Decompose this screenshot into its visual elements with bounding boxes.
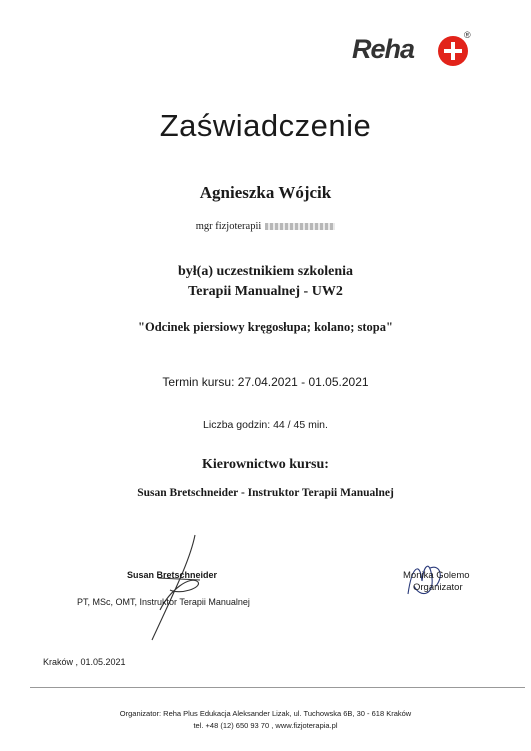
footer-line-1: Organizator: Reha Plus Edukacja Aleksander Lizak, ul. Tuchowska 6B, 30 - 618 Kraków: [119, 709, 412, 718]
degree-text: mgr fizjoterapii: [195, 221, 262, 232]
signature-2-role: Organizator: [413, 582, 463, 593]
registered-mark: ®: [464, 30, 471, 40]
plus-cross-icon: [438, 36, 468, 66]
participation-line-1: był(a) uczestnikiem szkolenia: [178, 264, 353, 279]
footer-divider: [30, 687, 525, 688]
logo-text: Reha: [352, 34, 415, 64]
place-date: Kraków , 01.05.2021: [43, 657, 126, 667]
management-person: Susan Bretschneider - Instruktor Terapii Manualnej: [137, 487, 394, 499]
reha-logo: [352, 30, 472, 74]
footer: [0, 708, 531, 732]
participant-degree: [0, 221, 531, 232]
signature-1-scribble: [140, 530, 220, 650]
participant-name: Agnieszka Wójcik: [199, 183, 332, 202]
course-term: Termin kursu: 27.04.2021 - 01.05.2021: [162, 375, 369, 389]
certificate-title: Zaświadczenie: [159, 108, 372, 143]
course-name: Terapii Manualnej - UW2: [188, 284, 343, 299]
course-topics: "Odcinek piersiowy kręgosłupa; kolano; stopa": [138, 320, 393, 334]
signature-1-name: Susan Bretschneider: [127, 570, 218, 580]
management-heading: Kierownictwo kursu:: [202, 457, 329, 472]
course-hours: Liczba godzin: 44 / 45 min.: [203, 419, 328, 431]
redacted-text: [265, 223, 335, 230]
signature-1-role: PT, MSc, OMT, Instruktor Terapii Manualnej: [77, 597, 250, 607]
signature-2-name: Monika Golemo: [403, 570, 470, 581]
footer-line-2: tel. +48 (12) 650 93 70 , www.fizjoterapia.pl: [193, 721, 338, 730]
participation-statement: [0, 262, 531, 302]
